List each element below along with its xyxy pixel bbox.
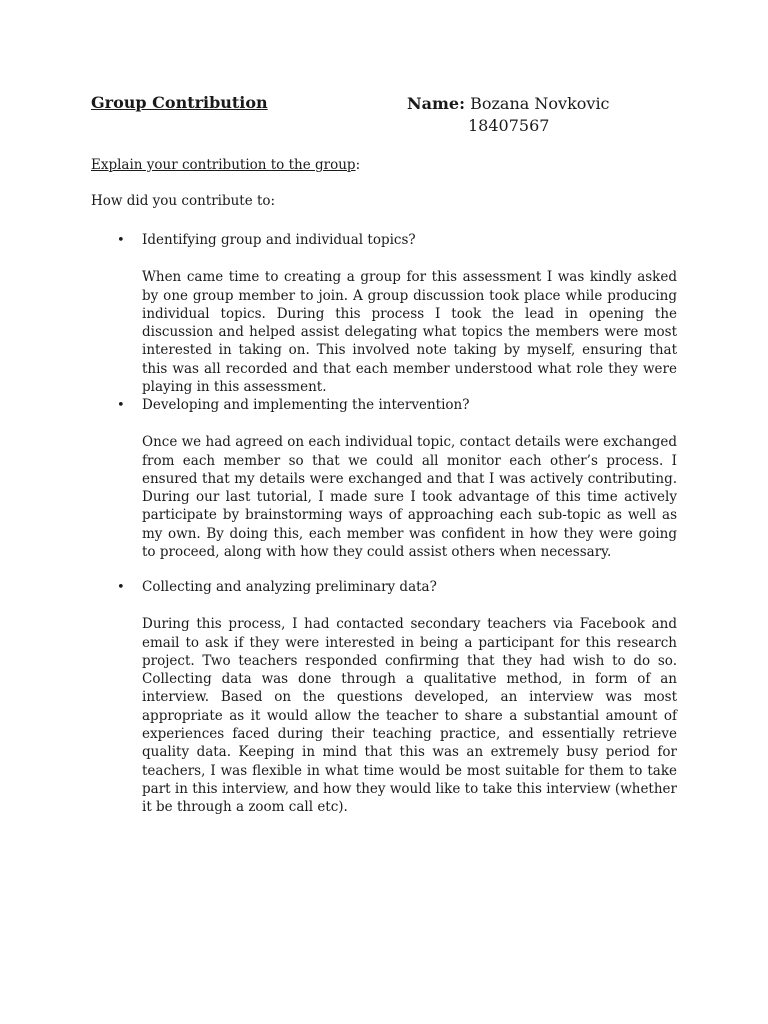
question-row <box>117 396 677 415</box>
answer-text: Once we had agreed on each individual topic, contact details were exchanged from each member so that we could all monitor each other’s process. I ensured that my details were exchanged and that I was actively contributing. During our last tutorial, I made sure I took advantage of this time actively participate by brainstorming ways of approaching each sub-topic as well as my own. By doing this, each member was confident in how they were going to proceed, along with how they could assist others when necessary. <box>142 434 677 561</box>
question-text: Developing and implementing the intervention? <box>142 397 470 413</box>
instruction-prompt <box>91 157 360 173</box>
student-name: Bozana Novkovic <box>470 94 610 113</box>
bullet-icon: • <box>117 233 125 248</box>
page-title: Group Contribution <box>91 93 268 112</box>
name-label: Name: <box>407 94 466 113</box>
section-data <box>117 578 677 817</box>
answer-text: During this process, I had contacted secondary teachers via Facebook and email to ask if they were interested in being a participant for this research project. Two teachers responded confirming that they had wish to do so. Collecting data was done through a qualitative method, in form of an interview. Based on the questions developed, an interview was most appropriate as it would allow the teacher to share a substantial amount of experiences faced during their teaching practice, and essentially retrieve quality data. Keeping in mind that this was an extremely busy period for teachers, I was flexible in what time would be most suitable for them to take part in this interview, and how they would like to take this interview (whether it be through a zoom call etc). <box>142 616 677 816</box>
question-text: Collecting and analyzing preliminary data? <box>142 579 437 595</box>
section-intervention <box>117 396 677 561</box>
answer-text: When came time to creating a group for this assessment I was kindly asked by one group member to join. A group discussion took place while producing individual topics. During this process I took the lead in opening the discussion and helped assist delegating what topics the members were most interested in taking on. This involved note taking by myself, ensuring that this was all recorded and that each member understood what role they were playing in this assessment. <box>142 269 677 396</box>
instruction-text: Explain your contribution to the group <box>91 157 356 173</box>
bullet-icon: • <box>117 580 125 595</box>
question-text: Identifying group and individual topics? <box>142 232 416 248</box>
bullet-icon: • <box>117 398 125 413</box>
question-row <box>117 578 677 597</box>
name-block <box>407 93 610 137</box>
question-row <box>117 231 677 250</box>
how-did-heading: How did you contribute to: <box>91 193 276 209</box>
instruction-colon: : <box>355 157 361 173</box>
student-id: 18407567 <box>468 116 550 135</box>
section-topics <box>117 231 677 396</box>
